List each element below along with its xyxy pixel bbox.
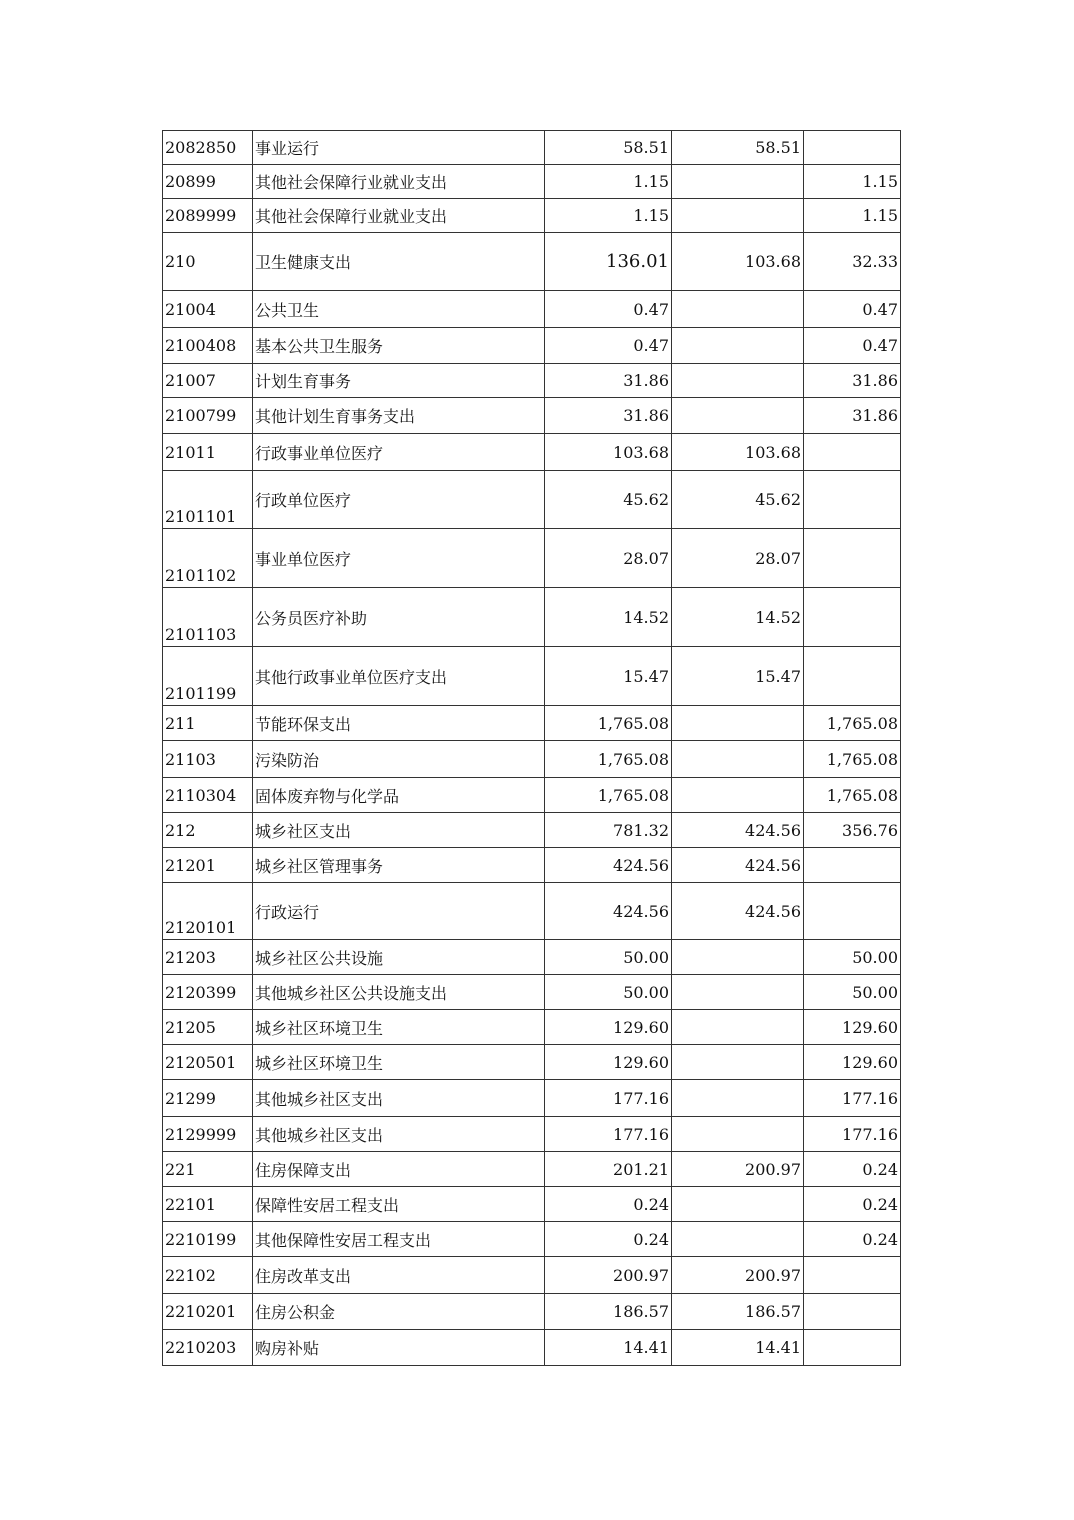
project-expenditure-cell: 1.15 <box>804 199 901 233</box>
table-row <box>163 647 901 706</box>
project-expenditure-cell: 177.16 <box>804 1117 901 1152</box>
project-expenditure-cell: 50.00 <box>804 940 901 975</box>
account-code-cell: 21004 <box>163 291 253 328</box>
account-name-cell: 购房补贴 <box>253 1330 545 1366</box>
account-code-cell: 2101199 <box>163 647 253 706</box>
basic-expenditure-cell <box>672 291 804 328</box>
table-row <box>163 778 901 813</box>
basic-expenditure-cell <box>672 1045 804 1080</box>
table-row <box>163 848 901 883</box>
account-name-cell: 公务员医疗补助 <box>253 588 545 647</box>
basic-expenditure-cell: 424.56 <box>672 813 804 848</box>
table-row <box>163 291 901 328</box>
project-expenditure-cell <box>804 471 901 529</box>
account-name-cell: 行政运行 <box>253 883 545 940</box>
total-amount-cell: 58.51 <box>545 131 672 165</box>
account-code-cell: 2100408 <box>163 328 253 364</box>
account-code-cell: 22101 <box>163 1187 253 1222</box>
account-code-cell: 2101103 <box>163 588 253 647</box>
total-amount-cell: 28.07 <box>545 529 672 588</box>
account-code-cell: 2100799 <box>163 398 253 434</box>
expenditure-table-body <box>163 131 901 1366</box>
project-expenditure-cell: 32.33 <box>804 233 901 291</box>
account-name-cell: 其他社会保障行业就业支出 <box>253 199 545 233</box>
account-code-cell: 212 <box>163 813 253 848</box>
table-row <box>163 398 901 434</box>
account-name-cell: 住房保障支出 <box>253 1152 545 1187</box>
table-row <box>163 434 901 471</box>
total-amount-cell: 1,765.08 <box>545 706 672 741</box>
account-code-cell: 210 <box>163 233 253 291</box>
table-row <box>163 165 901 199</box>
project-expenditure-cell: 0.24 <box>804 1152 901 1187</box>
table-row <box>163 131 901 165</box>
basic-expenditure-cell <box>672 1187 804 1222</box>
account-name-cell: 污染防治 <box>253 741 545 778</box>
project-expenditure-cell: 1,765.08 <box>804 741 901 778</box>
total-amount-cell: 201.21 <box>545 1152 672 1187</box>
basic-expenditure-cell <box>672 706 804 741</box>
table-row <box>163 1045 901 1080</box>
account-name-cell: 其他行政事业单位医疗支出 <box>253 647 545 706</box>
project-expenditure-cell: 50.00 <box>804 975 901 1010</box>
account-name-cell: 其他城乡社区支出 <box>253 1117 545 1152</box>
project-expenditure-cell <box>804 848 901 883</box>
table-row <box>163 975 901 1010</box>
account-name-cell: 住房改革支出 <box>253 1257 545 1294</box>
account-code-cell: 20899 <box>163 165 253 199</box>
total-amount-cell: 45.62 <box>545 471 672 529</box>
account-code-cell: 21011 <box>163 434 253 471</box>
table-row <box>163 883 901 940</box>
account-name-cell: 事业单位医疗 <box>253 529 545 588</box>
basic-expenditure-cell <box>672 1010 804 1045</box>
account-name-cell: 城乡社区支出 <box>253 813 545 848</box>
total-amount-cell: 14.52 <box>545 588 672 647</box>
total-amount-cell: 31.86 <box>545 364 672 398</box>
table-row <box>163 199 901 233</box>
account-name-cell: 城乡社区公共设施 <box>253 940 545 975</box>
total-amount-cell: 14.41 <box>545 1330 672 1366</box>
total-amount-cell: 103.68 <box>545 434 672 471</box>
project-expenditure-cell: 1,765.08 <box>804 706 901 741</box>
project-expenditure-cell: 129.60 <box>804 1010 901 1045</box>
account-code-cell: 2120399 <box>163 975 253 1010</box>
table-row <box>163 706 901 741</box>
account-code-cell: 2210203 <box>163 1330 253 1366</box>
total-amount-cell: 424.56 <box>545 883 672 940</box>
basic-expenditure-cell <box>672 199 804 233</box>
account-code-cell: 21201 <box>163 848 253 883</box>
table-row <box>163 233 901 291</box>
project-expenditure-cell <box>804 1294 901 1330</box>
basic-expenditure-cell <box>672 1117 804 1152</box>
account-code-cell: 21205 <box>163 1010 253 1045</box>
total-amount-cell: 0.47 <box>545 291 672 328</box>
project-expenditure-cell <box>804 588 901 647</box>
total-amount-cell: 424.56 <box>545 848 672 883</box>
account-code-cell: 2082850 <box>163 131 253 165</box>
basic-expenditure-cell: 58.51 <box>672 131 804 165</box>
account-code-cell: 2210201 <box>163 1294 253 1330</box>
project-expenditure-cell: 1.15 <box>804 165 901 199</box>
basic-expenditure-cell <box>672 328 804 364</box>
basic-expenditure-cell: 45.62 <box>672 471 804 529</box>
project-expenditure-cell: 0.47 <box>804 328 901 364</box>
account-code-cell: 21203 <box>163 940 253 975</box>
account-code-cell: 2110304 <box>163 778 253 813</box>
total-amount-cell: 1.15 <box>545 199 672 233</box>
project-expenditure-cell <box>804 131 901 165</box>
account-name-cell: 城乡社区管理事务 <box>253 848 545 883</box>
account-code-cell: 2089999 <box>163 199 253 233</box>
expenditure-table <box>162 130 901 1366</box>
account-name-cell: 其他城乡社区公共设施支出 <box>253 975 545 1010</box>
basic-expenditure-cell <box>672 975 804 1010</box>
account-code-cell: 221 <box>163 1152 253 1187</box>
total-amount-cell: 177.16 <box>545 1117 672 1152</box>
account-code-cell: 2101102 <box>163 529 253 588</box>
basic-expenditure-cell: 424.56 <box>672 883 804 940</box>
account-name-cell: 事业运行 <box>253 131 545 165</box>
account-name-cell: 行政事业单位医疗 <box>253 434 545 471</box>
account-code-cell: 2129999 <box>163 1117 253 1152</box>
total-amount-cell: 0.47 <box>545 328 672 364</box>
project-expenditure-cell: 31.86 <box>804 398 901 434</box>
project-expenditure-cell <box>804 1330 901 1366</box>
basic-expenditure-cell <box>672 1080 804 1117</box>
account-name-cell: 计划生育事务 <box>253 364 545 398</box>
account-code-cell: 2210199 <box>163 1222 253 1257</box>
basic-expenditure-cell <box>672 398 804 434</box>
total-amount-cell: 186.57 <box>545 1294 672 1330</box>
account-name-cell: 其他城乡社区支出 <box>253 1080 545 1117</box>
basic-expenditure-cell: 200.97 <box>672 1257 804 1294</box>
table-row <box>163 1222 901 1257</box>
account-name-cell: 其他计划生育事务支出 <box>253 398 545 434</box>
account-name-cell: 行政单位医疗 <box>253 471 545 529</box>
basic-expenditure-cell <box>672 1222 804 1257</box>
total-amount-cell: 15.47 <box>545 647 672 706</box>
account-name-cell: 公共卫生 <box>253 291 545 328</box>
basic-expenditure-cell <box>672 741 804 778</box>
table-row <box>163 1187 901 1222</box>
account-name-cell: 卫生健康支出 <box>253 233 545 291</box>
account-code-cell: 2120501 <box>163 1045 253 1080</box>
table-row <box>163 588 901 647</box>
table-row <box>163 741 901 778</box>
basic-expenditure-cell: 103.68 <box>672 233 804 291</box>
account-name-cell: 住房公积金 <box>253 1294 545 1330</box>
total-amount-cell: 200.97 <box>545 1257 672 1294</box>
table-row <box>163 940 901 975</box>
project-expenditure-cell <box>804 647 901 706</box>
total-amount-cell: 129.60 <box>545 1045 672 1080</box>
account-name-cell: 基本公共卫生服务 <box>253 328 545 364</box>
total-amount-cell: 1,765.08 <box>545 778 672 813</box>
project-expenditure-cell: 129.60 <box>804 1045 901 1080</box>
account-code-cell: 22102 <box>163 1257 253 1294</box>
basic-expenditure-cell <box>672 940 804 975</box>
account-name-cell: 其他保障性安居工程支出 <box>253 1222 545 1257</box>
project-expenditure-cell: 0.24 <box>804 1187 901 1222</box>
account-name-cell: 其他社会保障行业就业支出 <box>253 165 545 199</box>
table-row <box>163 1080 901 1117</box>
project-expenditure-cell <box>804 883 901 940</box>
account-code-cell: 21007 <box>163 364 253 398</box>
basic-expenditure-cell <box>672 364 804 398</box>
project-expenditure-cell: 177.16 <box>804 1080 901 1117</box>
account-code-cell: 211 <box>163 706 253 741</box>
total-amount-cell: 1.15 <box>545 165 672 199</box>
account-name-cell: 节能环保支出 <box>253 706 545 741</box>
basic-expenditure-cell: 15.47 <box>672 647 804 706</box>
table-row <box>163 1257 901 1294</box>
account-code-cell: 21103 <box>163 741 253 778</box>
project-expenditure-cell: 1,765.08 <box>804 778 901 813</box>
table-row <box>163 471 901 529</box>
total-amount-cell: 129.60 <box>545 1010 672 1045</box>
total-amount-cell: 50.00 <box>545 940 672 975</box>
basic-expenditure-cell: 103.68 <box>672 434 804 471</box>
basic-expenditure-cell: 28.07 <box>672 529 804 588</box>
basic-expenditure-cell <box>672 165 804 199</box>
total-amount-cell: 0.24 <box>545 1187 672 1222</box>
account-name-cell: 固体废弃物与化学品 <box>253 778 545 813</box>
project-expenditure-cell <box>804 434 901 471</box>
table-row <box>163 813 901 848</box>
total-amount-cell: 177.16 <box>545 1080 672 1117</box>
basic-expenditure-cell: 186.57 <box>672 1294 804 1330</box>
project-expenditure-cell: 31.86 <box>804 364 901 398</box>
project-expenditure-cell: 356.76 <box>804 813 901 848</box>
account-name-cell: 城乡社区环境卫生 <box>253 1010 545 1045</box>
basic-expenditure-cell: 14.41 <box>672 1330 804 1366</box>
basic-expenditure-cell <box>672 778 804 813</box>
table-row <box>163 1330 901 1366</box>
account-code-cell: 2101101 <box>163 471 253 529</box>
table-row <box>163 328 901 364</box>
total-amount-cell: 1,765.08 <box>545 741 672 778</box>
table-row <box>163 1152 901 1187</box>
basic-expenditure-cell: 424.56 <box>672 848 804 883</box>
table-row <box>163 529 901 588</box>
basic-expenditure-cell: 200.97 <box>672 1152 804 1187</box>
account-name-cell: 保障性安居工程支出 <box>253 1187 545 1222</box>
total-amount-cell: 136.01 <box>545 233 672 291</box>
total-amount-cell: 781.32 <box>545 813 672 848</box>
project-expenditure-cell <box>804 1257 901 1294</box>
table-row <box>163 1294 901 1330</box>
table-row <box>163 1117 901 1152</box>
basic-expenditure-cell: 14.52 <box>672 588 804 647</box>
account-code-cell: 2120101 <box>163 883 253 940</box>
total-amount-cell: 50.00 <box>545 975 672 1010</box>
table-row <box>163 364 901 398</box>
project-expenditure-cell: 0.47 <box>804 291 901 328</box>
total-amount-cell: 0.24 <box>545 1222 672 1257</box>
table-row <box>163 1010 901 1045</box>
project-expenditure-cell <box>804 529 901 588</box>
account-code-cell: 21299 <box>163 1080 253 1117</box>
account-name-cell: 城乡社区环境卫生 <box>253 1045 545 1080</box>
project-expenditure-cell: 0.24 <box>804 1222 901 1257</box>
total-amount-cell: 31.86 <box>545 398 672 434</box>
